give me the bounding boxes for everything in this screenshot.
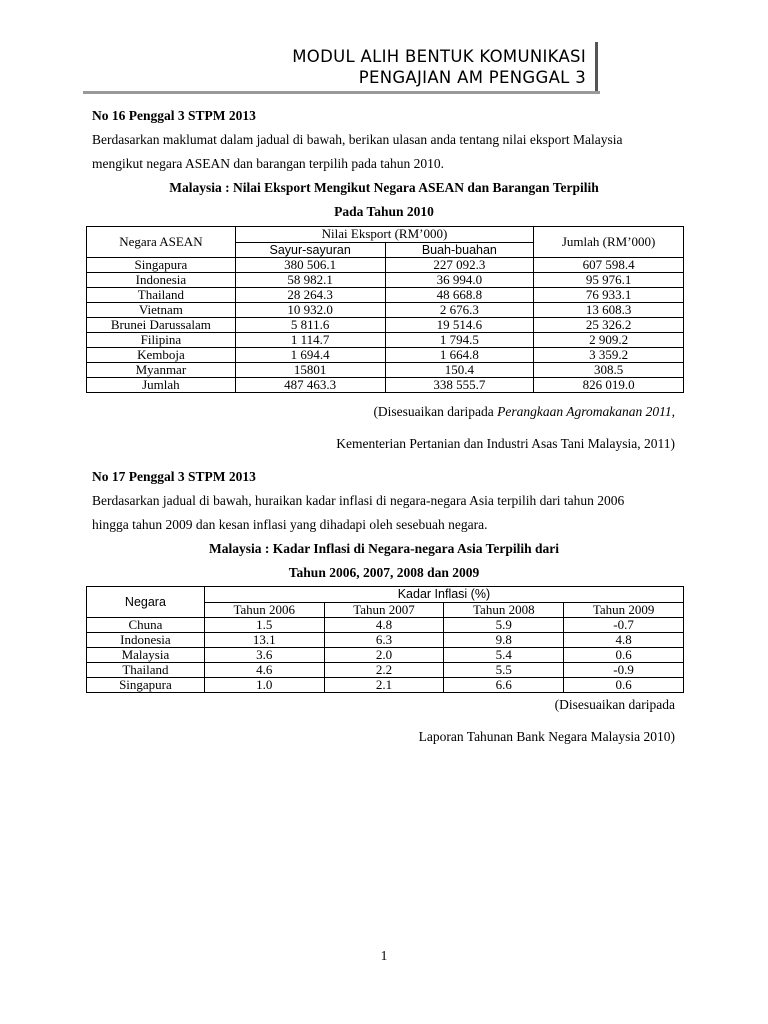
table-row xyxy=(87,618,684,633)
header-year-2007: Tahun 2007 xyxy=(324,602,444,618)
header-total: Jumlah (RM’000) xyxy=(534,227,684,258)
header-horizontal-rule xyxy=(83,91,600,94)
table-cell-country: Singapura xyxy=(87,678,205,693)
table-cell-veg: 58 982.1 xyxy=(235,273,385,288)
table-row xyxy=(87,663,684,678)
table-cell-y2006: 4.6 xyxy=(204,663,324,678)
table-cell-country: Malaysia xyxy=(87,648,205,663)
table-cell-fruit: 1 794.5 xyxy=(385,333,534,348)
header-country: Negara ASEAN xyxy=(87,227,236,258)
table-row xyxy=(87,678,684,693)
table-cell-total: 25 326.2 xyxy=(534,318,684,333)
table-cell-y2009: -0.9 xyxy=(564,663,684,678)
table-row xyxy=(87,363,684,378)
header-fruits: Buah-buahan xyxy=(385,242,534,258)
table-cell-y2008: 5.4 xyxy=(444,648,564,663)
table-cell-country: Kemboja xyxy=(87,348,236,363)
table-cell-fruit: 150.4 xyxy=(385,363,534,378)
q17-table-title xyxy=(80,537,688,585)
q17-title: No 17 Penggal 3 STPM 2013 xyxy=(92,469,256,484)
table-row xyxy=(87,288,684,303)
table-cell-country: Jumlah xyxy=(87,378,236,393)
inflation-table xyxy=(86,586,684,693)
table-cell-country: Thailand xyxy=(87,663,205,678)
table-cell-y2006: 3.6 xyxy=(204,648,324,663)
q16-table-title xyxy=(80,176,688,224)
table-cell-total: 95 976.1 xyxy=(534,273,684,288)
table-cell-fruit: 338 555.7 xyxy=(385,378,534,393)
table-cell-total: 826 019.0 xyxy=(534,378,684,393)
q17-para-line-2: hingga tahun 2009 dan kesan inflasi yang dihadapi oleh sesebuah negara. xyxy=(92,517,488,532)
table-cell-y2007: 6.3 xyxy=(324,633,444,648)
q16-title: No 16 Penggal 3 STPM 2013 xyxy=(92,108,256,123)
table-cell-veg: 5 811.6 xyxy=(235,318,385,333)
table-cell-total: 3 359.2 xyxy=(534,348,684,363)
header-line-2: PENGAJIAN AM PENGGAL 3 xyxy=(358,68,586,87)
table-cell-y2009: 4.8 xyxy=(564,633,684,648)
table-cell-y2006: 1.0 xyxy=(204,678,324,693)
header-vegetables: Sayur-sayuran xyxy=(235,242,385,258)
q16-instructions xyxy=(92,128,692,176)
q16-table-title-line-2: Pada Tahun 2010 xyxy=(334,204,434,219)
source-title: Perangkaan Agromakanan 2011, xyxy=(497,404,675,419)
table-row xyxy=(87,303,684,318)
q16-table-title-line-1: Malaysia : Nilai Eksport Mengikut Negara ASEAN dan Barangan Terpilih xyxy=(169,180,599,195)
header-export-value: Nilai Eksport (RM’000) xyxy=(235,227,533,243)
table-cell-total: 308.5 xyxy=(534,363,684,378)
table-cell-veg: 1 114.7 xyxy=(235,333,385,348)
header-vertical-rule xyxy=(595,42,598,92)
table-cell-y2008: 5.9 xyxy=(444,618,564,633)
q17-para-line-1: Berdasarkan jadual di bawah, huraikan kadar inflasi di negara-negara Asia terpilih dari tahun 2006 xyxy=(92,493,625,508)
table-cell-fruit: 227 092.3 xyxy=(385,258,534,273)
table-cell-country: Chuna xyxy=(87,618,205,633)
table-cell-total: 76 933.1 xyxy=(534,288,684,303)
header-text xyxy=(292,46,586,88)
q16-source-line-2: Kementerian Pertanian dan Industri Asas Tani Malaysia, 2011) xyxy=(336,436,675,451)
table-cell-y2007: 2.1 xyxy=(324,678,444,693)
table-cell-veg: 10 932.0 xyxy=(235,303,385,318)
table-row xyxy=(87,333,684,348)
table-cell-y2008: 5.5 xyxy=(444,663,564,678)
q16-para-line-2: mengikut negara ASEAN dan barangan terpilih pada tahun 2010. xyxy=(92,156,445,171)
table-row xyxy=(87,258,684,273)
table-cell-country: Filipina xyxy=(87,333,236,348)
table-cell-fruit: 1 664.8 xyxy=(385,348,534,363)
header-line-1: MODUL ALIH BENTUK KOMUNIKASI xyxy=(292,47,586,66)
header-year-2009: Tahun 2009 xyxy=(564,602,684,618)
table-row xyxy=(87,318,684,333)
table-cell-y2009: -0.7 xyxy=(564,618,684,633)
table-row xyxy=(87,273,684,288)
table-cell-veg: 1 694.4 xyxy=(235,348,385,363)
table-cell-country: Myanmar xyxy=(87,363,236,378)
table-cell-fruit: 2 676.3 xyxy=(385,303,534,318)
table-cell-fruit: 19 514.6 xyxy=(385,318,534,333)
table-cell-y2006: 1.5 xyxy=(204,618,324,633)
q17-source-line-2: Laporan Tahunan Bank Negara Malaysia 2010) xyxy=(418,729,675,744)
table-cell-country: Vietnam xyxy=(87,303,236,318)
q16-source xyxy=(280,400,675,456)
q17-table-title-line-2: Tahun 2006, 2007, 2008 dan 2009 xyxy=(288,565,480,580)
table-cell-country: Indonesia xyxy=(87,273,236,288)
table-row xyxy=(87,378,684,393)
q16-para-line-1: Berdasarkan maklumat dalam jadual di bawah, berikan ulasan anda tentang nilai eksport Malaysia xyxy=(92,132,623,147)
q16-source-line-1 xyxy=(280,400,675,424)
table-cell-country: Thailand xyxy=(87,288,236,303)
page-header xyxy=(80,40,600,94)
q17-source-line-1: (Disesuaikan daripada xyxy=(554,697,675,712)
table-cell-country: Indonesia xyxy=(87,633,205,648)
table-cell-country: Singapura xyxy=(87,258,236,273)
table-cell-veg: 487 463.3 xyxy=(235,378,385,393)
table-cell-total: 607 598.4 xyxy=(534,258,684,273)
table-cell-y2008: 6.6 xyxy=(444,678,564,693)
table-cell-y2009: 0.6 xyxy=(564,648,684,663)
page-number: 1 xyxy=(380,948,388,963)
table-cell-total: 13 608.3 xyxy=(534,303,684,318)
q17-source xyxy=(280,693,675,749)
table-cell-y2009: 0.6 xyxy=(564,678,684,693)
header-year-2008: Tahun 2008 xyxy=(444,602,564,618)
header-year-2006: Tahun 2006 xyxy=(204,602,324,618)
q17-table-title-line-1: Malaysia : Kadar Inflasi di Negara-negara Asia Terpilih dari xyxy=(208,541,560,556)
table-cell-total: 2 909.2 xyxy=(534,333,684,348)
table-cell-country: Brunei Darussalam xyxy=(87,318,236,333)
table-cell-veg: 28 264.3 xyxy=(235,288,385,303)
table-cell-veg: 380 506.1 xyxy=(235,258,385,273)
export-table xyxy=(86,226,684,393)
table-cell-y2007: 2.2 xyxy=(324,663,444,678)
q17-instructions xyxy=(92,489,692,537)
header-country: Negara xyxy=(87,587,205,618)
source-prefix: (Disesuaikan daripada xyxy=(373,404,498,419)
table-cell-fruit: 36 994.0 xyxy=(385,273,534,288)
header-inflation-rate: Kadar Inflasi (%) xyxy=(204,587,683,603)
table-cell-y2007: 4.8 xyxy=(324,618,444,633)
table-row xyxy=(87,648,684,663)
table-cell-fruit: 48 668.8 xyxy=(385,288,534,303)
table-row xyxy=(87,633,684,648)
table-cell-y2007: 2.0 xyxy=(324,648,444,663)
table-cell-y2006: 13.1 xyxy=(204,633,324,648)
table-cell-veg: 15801 xyxy=(235,363,385,378)
table-row xyxy=(87,348,684,363)
table-cell-y2008: 9.8 xyxy=(444,633,564,648)
